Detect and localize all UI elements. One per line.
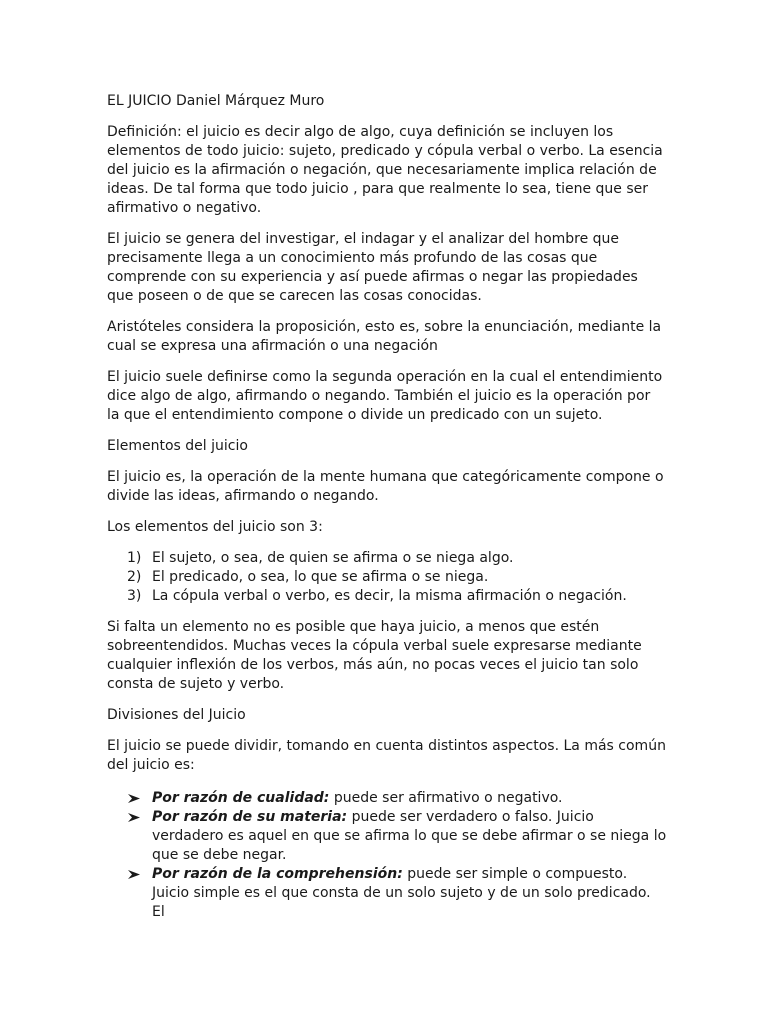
list-item-number: 2) [127, 569, 142, 585]
list-item-text: El sujeto, o sea, de quien se afirma o se niega algo. [152, 550, 514, 566]
division-label: Por razón de su materia: [152, 809, 348, 825]
paragraph-falta-elemento: Si falta un elemento no es posible que haya juicio, a menos que estén sobreentendidos. Muchas veces la cópula verbal suele expresarse mediante cualquier inflexión de los verbos, más aún, no pocas veces el juicio tan solo consta de sujeto y verbo. [107, 619, 642, 692]
divisions-list [107, 789, 667, 922]
paragraph-elementos-intro: Los elementos del juicio son 3: [107, 519, 323, 535]
division-text: puede ser afirmativo o negativo. [329, 790, 563, 806]
arrowhead-bullet-icon [127, 793, 141, 804]
arrowhead-bullet-icon [127, 812, 141, 823]
paragraph-segunda-operacion: El juicio suele definirse como la segunda operación en la cual el entendimiento dice algo de algo, afirmando o negando. También el juicio es la operación por la que el entendimiento compone o divide un predicado con un sujeto. [107, 369, 663, 423]
document-body [107, 92, 667, 922]
paragraph-operacion-mente: El juicio es, la operación de la mente humana que categóricamente compone o divide las ideas, afirmando o negando. [107, 469, 664, 504]
elements-list [107, 549, 667, 606]
heading-elementos: Elementos del juicio [107, 438, 248, 454]
paragraph-definicion: Definición: el juicio es decir algo de algo, cuya definición se incluyen los elementos de todo juicio: sujeto, predicado y cópula verbal o verbo. La esencia del juicio es la afirmación o negación, que necesariamente implica relación de ideas. De tal forma que todo juicio , para que realmente lo sea, tiene que ser afirmativo o negativo. [107, 124, 663, 216]
list-item [107, 587, 667, 606]
list-item [107, 789, 667, 808]
division-text: puede ser verdadero o falso. Juicio verdadero es aquel en que se afirma lo que se debe afirmar o se niega lo que se debe negar. [152, 809, 667, 863]
list-item-text: La cópula verbal o verbo, es decir, la misma afirmación o negación. [152, 588, 627, 604]
division-label: Por razón de cualidad: [152, 790, 330, 806]
list-item [107, 549, 667, 568]
list-item [107, 865, 667, 922]
list-item [107, 568, 667, 587]
heading-divisiones: Divisiones del Juicio [107, 707, 246, 723]
arrowhead-bullet-icon [127, 869, 141, 880]
division-label: Por razón de la comprehensión: [152, 866, 403, 882]
paragraph-aristoteles: Aristóteles considera la proposición, esto es, sobre la enunciación, mediante la cual se expresa una afirmación o una negación [107, 319, 662, 354]
paragraph-divisiones-intro: El juicio se puede dividir, tomando en cuenta distintos aspectos. La más común del juicio es: [107, 738, 666, 773]
division-text: puede ser simple o compuesto. Juicio simple es el que consta de un solo sujeto y de un solo predicado. El [152, 866, 651, 920]
list-item-text: El predicado, o sea, lo que se afirma o se niega. [152, 569, 489, 585]
document-title: EL JUICIO Daniel Márquez Muro [107, 93, 325, 109]
list-item [107, 808, 667, 865]
paragraph-genera: El juicio se genera del investigar, el indagar y el analizar del hombre que precisamente llega a un conocimiento más profundo de las cosas que comprende con su experiencia y así puede afirmas o negar las propiedades que poseen o de que se carecen las cosas conocidas. [107, 231, 638, 304]
list-item-number: 1) [127, 550, 142, 566]
list-item-number: 3) [127, 588, 142, 604]
